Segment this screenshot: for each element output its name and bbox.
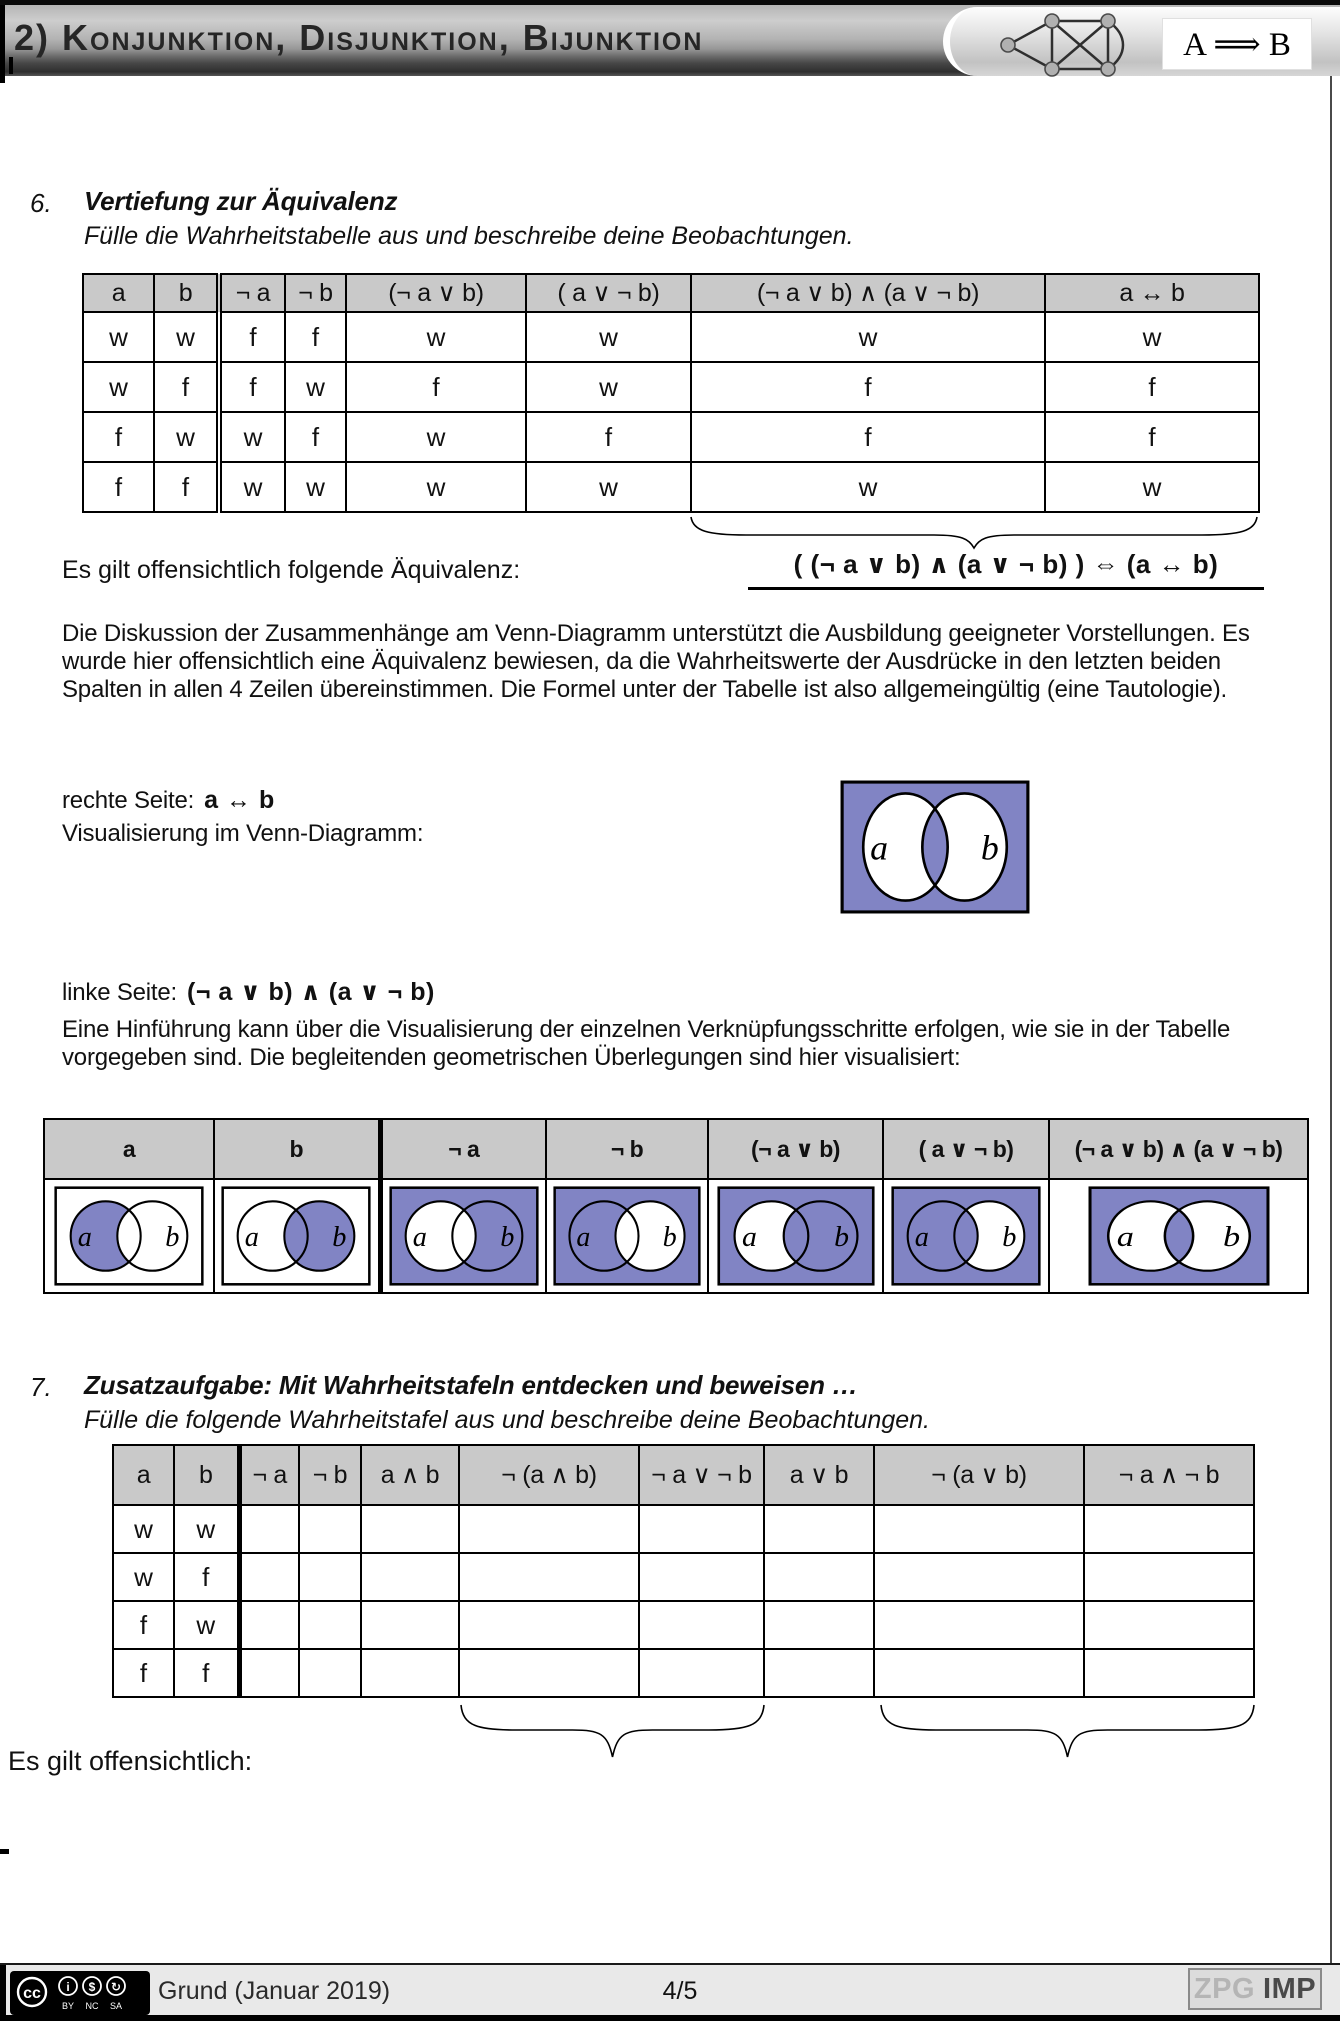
venn-diagram (54, 1186, 204, 1286)
venn-label-b: b (1002, 1221, 1017, 1254)
truth-table-cell: f (83, 462, 154, 512)
truth-table-header-cell: a ∨ b (764, 1445, 874, 1505)
venn-diagram (389, 1186, 539, 1286)
truth-table-cell: w (154, 412, 219, 462)
truth-table-row (113, 1505, 1254, 1553)
header-logo-area (943, 7, 1340, 76)
section7-subtitle: Fülle die folgende Wahrheitstafel aus und beschreibe deine Beobachtungen. (84, 1406, 930, 1434)
truth-table-row (113, 1601, 1254, 1649)
section7-number: 7. (30, 1372, 52, 1402)
venn-table-row (44, 1179, 1308, 1293)
truth-table-header-cell: ¬ b (285, 274, 346, 312)
brace-under-table2-left (460, 1704, 765, 1764)
truth-table-cell: f (154, 362, 219, 412)
truth-table-cell (361, 1601, 459, 1649)
truth-table-cell (299, 1601, 361, 1649)
truth-table-cell: f (83, 412, 154, 462)
footer-left-edge (0, 1965, 6, 2015)
truth-table-header-cell: ( a ∨ ¬ b) (526, 274, 691, 312)
svg-text:BY: BY (61, 2001, 75, 2011)
svg-text:SA: SA (109, 2001, 123, 2011)
scan-artifact-dash (0, 1849, 9, 1854)
truth-table-cell (639, 1649, 764, 1697)
svg-text:cc: cc (23, 1985, 41, 2002)
venn-label-b: b (500, 1221, 515, 1254)
truth-table-row (83, 412, 1259, 462)
venn-step-table (43, 1118, 1309, 1294)
truth-table-cell (874, 1649, 1084, 1697)
equivalence-label: Es gilt offensichtlich folgende Äquivalenz: (62, 556, 521, 584)
footer-page-number: 4/5 (662, 1977, 698, 2005)
section7-title: Zusatzaufgabe: Mit Wahrheitstafeln entdecken und beweisen … (84, 1370, 858, 1400)
left-side-label: linke Seite: (62, 979, 177, 1006)
truth-table-header-cell: a ↔ b (1045, 274, 1259, 312)
truth-table-header-row (113, 1445, 1254, 1505)
venn-label-a: a (741, 1221, 757, 1254)
venn-table-cell (546, 1179, 708, 1293)
truth-table-header-cell: (¬ a ∨ b) (346, 274, 526, 312)
truth-table-cell (459, 1649, 639, 1697)
truth-table-cell: f (691, 362, 1045, 412)
truth-table-row (83, 362, 1259, 412)
truth-table-header-cell: ¬ (a ∧ b) (459, 1445, 639, 1505)
truth-table-cell (1084, 1553, 1254, 1601)
paragraph-equivalence: Die Diskussion der Zusammenhänge am Venn-Diagramm unterstützt die Ausbildung geeigneter Vorstellungen. Es wurde hier offensichtlich eine Äquivalenz bewiesen, da die Wahrheitswerte der Ausdrücke in den letzten beiden Spalten in allen 4 Zeilen übereinstimmen. Die Formel unter der Tabelle ist also allgemeingültig (eine Tautologie). (62, 620, 1250, 703)
truth-table-header-cell: ¬ a ∨ ¬ b (639, 1445, 764, 1505)
truth-table-cell: w (83, 312, 154, 362)
venn-table-header-cell: ( a ∨ ¬ b) (883, 1119, 1049, 1179)
truth-table-row (83, 312, 1259, 362)
page-title: 2) Konjunktion, Disjunktion, Bijunktion (14, 17, 704, 58)
implication-formula-box (1162, 18, 1312, 70)
truth-table-header-cell: ¬ b (299, 1445, 361, 1505)
header-left-edge (0, 5, 5, 83)
truth-table-cell: f (285, 312, 346, 362)
svg-text:NC: NC (85, 2001, 99, 2011)
venn-table-cell (1049, 1179, 1308, 1293)
venn-table-cell (44, 1179, 214, 1293)
truth-table-cell: w (219, 462, 285, 512)
venn-diagram (891, 1186, 1041, 1286)
venn-table-header-cell: ¬ a (380, 1119, 546, 1179)
page-right-border (1330, 76, 1332, 1963)
truth-table-cell: f (219, 362, 285, 412)
brace-under-table2-right (880, 1704, 1255, 1764)
truth-table-cell: f (1045, 412, 1259, 462)
right-side-formula: a ↔ b (204, 786, 275, 814)
venn-diagram (717, 1186, 875, 1286)
venn-label-a: a (870, 827, 889, 868)
truth-table-cell: w (174, 1601, 239, 1649)
truth-table-cell (639, 1553, 764, 1601)
venn-label-b: b (662, 1221, 677, 1254)
venn-table-header-cell: (¬ a ∨ b) (708, 1119, 883, 1179)
truth-table-cell (299, 1505, 361, 1553)
section6-title: Vertiefung zur Äquivalenz (84, 186, 398, 216)
graph-logo-icon (1000, 13, 1150, 77)
right-side-line (62, 786, 275, 815)
truth-table-cell: f (113, 1601, 174, 1649)
venn-label-a: a (412, 1221, 427, 1254)
venn-table-cell (214, 1179, 380, 1293)
truth-table-cell: f (346, 362, 526, 412)
truth-table-cell (239, 1649, 299, 1697)
truth-table-header-cell: a (113, 1445, 174, 1505)
truth-table-cell (239, 1553, 299, 1601)
truth-table-cell: w (526, 462, 691, 512)
truth-table-cell: f (1045, 362, 1259, 412)
brace-icon (880, 1704, 1255, 1759)
truth-table-cell (361, 1649, 459, 1697)
venn-table-header-cell: (¬ a ∨ b) ∧ (a ∨ ¬ b) (1049, 1119, 1308, 1179)
truth-table-header-cell: ¬ a (219, 274, 285, 312)
truth-table-header-cell: ¬ a ∧ ¬ b (1084, 1445, 1254, 1505)
truth-table-demorgan (112, 1444, 1255, 1698)
venn-label-b: b (332, 1221, 347, 1254)
truth-table-cell (874, 1553, 1084, 1601)
svg-text:i: i (66, 1980, 70, 1994)
left-side-line (62, 978, 435, 1007)
closing-text: Es gilt offensichtlich: (8, 1746, 253, 1776)
truth-table-header-row (83, 274, 1259, 312)
section6-number: 6. (30, 188, 52, 218)
truth-table-cell (764, 1601, 874, 1649)
truth-table-header-cell: a ∧ b (361, 1445, 459, 1505)
cc-license-badge-icon (10, 1971, 150, 2015)
truth-table-cell (299, 1553, 361, 1601)
truth-table-cell: w (526, 312, 691, 362)
truth-table-cell: w (1045, 462, 1259, 512)
truth-table-header-cell: ¬ a (239, 1445, 299, 1505)
zpg-label: ZPG (1193, 1972, 1256, 2005)
truth-table-cell (299, 1649, 361, 1697)
truth-table-cell (361, 1553, 459, 1601)
truth-table-cell: w (691, 312, 1045, 362)
venn-label-b: b (980, 827, 999, 868)
truth-table-cell: w (526, 362, 691, 412)
truth-table-cell (764, 1649, 874, 1697)
truth-table-cell: w (83, 362, 154, 412)
truth-table-equivalence (82, 273, 1260, 513)
left-side-formula: (¬ a ∨ b) ∧ (a ∨ ¬ b) (187, 978, 435, 1006)
venn-label-a: a (914, 1221, 929, 1254)
truth-table-header-cell: a (83, 274, 154, 312)
svg-text:↻: ↻ (110, 1980, 122, 1994)
truth-table-cell (459, 1505, 639, 1553)
venn-diagram (840, 780, 1030, 914)
truth-table-cell (1084, 1601, 1254, 1649)
truth-table-cell: w (346, 412, 526, 462)
svg-text:$: $ (88, 1980, 96, 1994)
truth-table-cell: f (219, 312, 285, 362)
venn-table-header-cell: ¬ b (546, 1119, 708, 1179)
truth-table-cell: f (113, 1649, 174, 1697)
truth-table-cell (459, 1553, 639, 1601)
truth-table-cell: w (219, 412, 285, 462)
page-footer (0, 1963, 1340, 2021)
venn-diagram-biconditional (840, 780, 1030, 914)
truth-table-cell: w (346, 462, 526, 512)
truth-table-cell (361, 1505, 459, 1553)
venn-label-a: a (1116, 1220, 1134, 1253)
section6-subtitle: Fülle die Wahrheitstabelle aus und beschreibe deine Beobachtungen. (84, 222, 854, 250)
truth-table-cell (874, 1601, 1084, 1649)
truth-table-cell: w (285, 462, 346, 512)
truth-table-cell (764, 1553, 874, 1601)
implication-formula: A ⟹ B (1183, 27, 1291, 63)
truth-table-cell (459, 1601, 639, 1649)
truth-table-cell: w (113, 1505, 174, 1553)
truth-table-cell (764, 1505, 874, 1553)
truth-table-cell (1084, 1649, 1254, 1697)
venn-label-b: b (165, 1221, 180, 1254)
truth-table-row (113, 1553, 1254, 1601)
venn-label-b: b (1222, 1220, 1240, 1253)
venn-table-header-cell: b (214, 1119, 380, 1179)
venn-table-cell (380, 1179, 546, 1293)
truth-table-cell: f (154, 462, 219, 512)
truth-table-cell (239, 1601, 299, 1649)
venn-table-cell (883, 1179, 1049, 1293)
venn-caption: Visualisierung im Venn-Diagramm: (62, 820, 424, 847)
venn-diagram (221, 1186, 371, 1286)
truth-table-cell (1084, 1505, 1254, 1553)
right-side-label: rechte Seite: (62, 787, 195, 814)
venn-diagram (553, 1186, 701, 1286)
footer-author: Grund (Januar 2019) (158, 1977, 391, 2005)
truth-table-cell (239, 1505, 299, 1553)
scan-artifact-tick (9, 57, 13, 74)
truth-table-cell: w (691, 462, 1045, 512)
truth-table-header-cell: b (154, 274, 219, 312)
venn-label-a: a (77, 1221, 92, 1254)
truth-table-cell (639, 1601, 764, 1649)
zpg-imp-logo (1188, 1968, 1322, 2010)
venn-table-header-row (44, 1119, 1308, 1179)
brace-icon (460, 1704, 765, 1759)
truth-table-row (83, 462, 1259, 512)
venn-label-b: b (833, 1221, 849, 1254)
truth-table-cell: f (285, 412, 346, 462)
venn-diagram (1088, 1186, 1270, 1286)
imp-label: IMP (1263, 1972, 1317, 2005)
venn-table-header-cell: a (44, 1119, 214, 1179)
truth-table-cell (639, 1505, 764, 1553)
page-header (0, 0, 1340, 76)
paragraph-visualisation: Eine Hinführung kann über die Visualisierung der einzelnen Verknüpfungsschritte erfolgen, wie sie in der Tabelle vorgegeben sind. Die begleitenden geometrischen Überlegungen sind hier visualisiert: (62, 1016, 1231, 1071)
truth-table-cell: w (113, 1553, 174, 1601)
truth-table-header-cell: ¬ (a ∨ b) (874, 1445, 1084, 1505)
equivalence-formula: ( (¬ a ∨ b) ∧ (a ∨ ¬ b) ) ⇔ (a ↔ b) (748, 549, 1264, 590)
truth-table-cell: w (346, 312, 526, 362)
venn-label-a: a (576, 1221, 591, 1254)
truth-table-header-cell: (¬ a ∨ b) ∧ (a ∨ ¬ b) (691, 274, 1045, 312)
brace-icon (690, 516, 1258, 550)
truth-table-cell: f (174, 1649, 239, 1697)
truth-table-row (113, 1649, 1254, 1697)
truth-table-cell: f (691, 412, 1045, 462)
truth-table-header-cell: b (174, 1445, 239, 1505)
truth-table-cell: f (174, 1553, 239, 1601)
truth-table-cell: w (174, 1505, 239, 1553)
truth-table-cell: w (1045, 312, 1259, 362)
truth-table-cell: w (285, 362, 346, 412)
truth-table-cell: f (526, 412, 691, 462)
truth-table-cell (874, 1505, 1084, 1553)
venn-label-a: a (245, 1221, 260, 1254)
venn-table-cell (708, 1179, 883, 1293)
truth-table-cell: w (154, 312, 219, 362)
